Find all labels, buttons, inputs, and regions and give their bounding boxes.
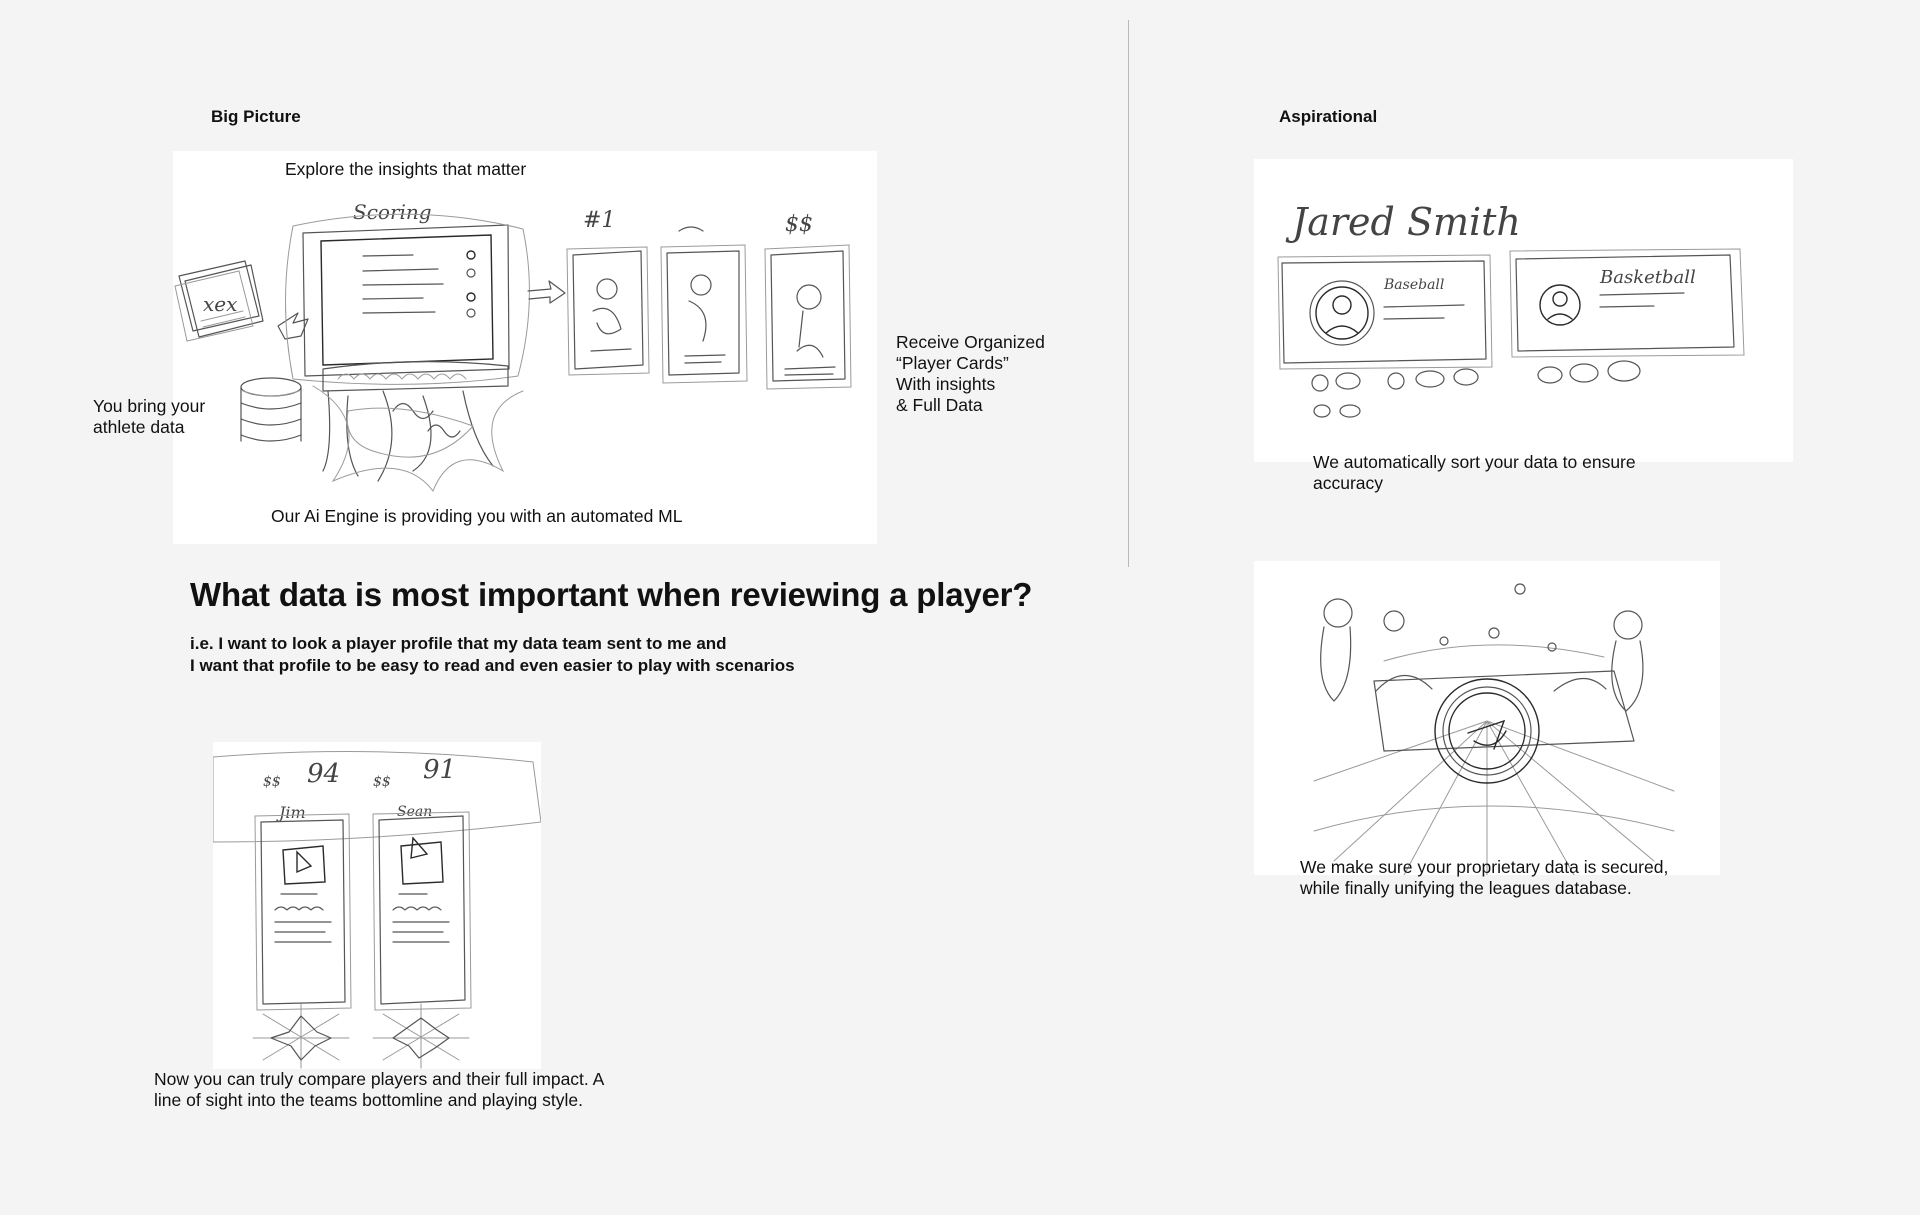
secure-sketch-frame[interactable]	[1254, 561, 1720, 875]
section-divider	[1128, 20, 1129, 567]
secure-caption: We make sure your proprietary data is secured, while finally unifying the leagues database.	[1300, 857, 1669, 898]
player-name-label: Jared Smith	[1292, 200, 1521, 244]
money-label: $$	[785, 212, 813, 237]
sort-caption: We automatically sort your data to ensure accuracy	[1313, 452, 1636, 493]
ai-engine-caption: Our Ai Engine is providing you with an automated ML	[271, 506, 683, 526]
main-question-heading: What data is most important when reviewing a player?	[190, 576, 1033, 613]
score-label-a: 94	[307, 759, 341, 789]
money-label-b: $$	[373, 774, 391, 790]
big-picture-title: Big Picture	[211, 107, 301, 126]
sort-sketch-frame[interactable]	[1254, 159, 1793, 462]
crowd-scribble-sketch	[313, 386, 523, 491]
card-b-sketch	[373, 812, 471, 1010]
stat-bubbles-sketch	[1312, 361, 1640, 417]
aspirational-title: Aspirational	[1279, 107, 1378, 126]
compare-caption: Now you can truly compare players and their full impact. A line of sight into the teams bottomline and playing style.	[154, 1069, 605, 1110]
name-label-a: Jim	[279, 803, 306, 822]
explore-caption: Explore the insights that matter	[285, 159, 527, 179]
big-picture-sketch	[173, 151, 877, 544]
radar-chart-sketch-b	[373, 1004, 469, 1068]
secure-database-sketch	[1254, 561, 1720, 875]
database-sketch	[241, 378, 301, 441]
name-label-b: Sean	[397, 804, 433, 820]
baseball-card-sketch	[1278, 255, 1492, 369]
sport-label-b: Basketball	[1600, 267, 1696, 288]
scoring-label: Scoring	[353, 200, 432, 224]
people-around-table-sketch	[1321, 584, 1643, 711]
radar-chart-sketch-a	[253, 1004, 349, 1068]
card-a-sketch	[255, 814, 351, 1010]
player-cards-sketch	[567, 208, 851, 389]
money-label-a: $$	[263, 774, 281, 790]
sport-label-a: Baseball	[1384, 277, 1445, 293]
rank-label: #1	[583, 208, 616, 233]
big-picture-sketch-frame[interactable]	[173, 151, 877, 544]
document-stack-sketch	[175, 261, 263, 341]
compare-players-sketch	[213, 742, 541, 1069]
profile-sort-sketch	[1254, 159, 1793, 462]
doc-label: xex	[203, 292, 238, 316]
score-label-b: 91	[423, 755, 457, 785]
receive-cards-caption: Receive Organized “Player Cards” With insights & Full Data	[896, 332, 1045, 415]
question-detail: i.e. I want to look a player profile that my data team sent to me and I want that profile to be easy to read and even easier to play with scenarios	[190, 634, 795, 675]
you-bring-caption: You bring your athlete data	[93, 396, 206, 437]
scoring-monitor-sketch	[286, 200, 530, 391]
basketball-card-sketch	[1510, 249, 1744, 357]
compare-sketch-frame[interactable]	[213, 742, 541, 1069]
